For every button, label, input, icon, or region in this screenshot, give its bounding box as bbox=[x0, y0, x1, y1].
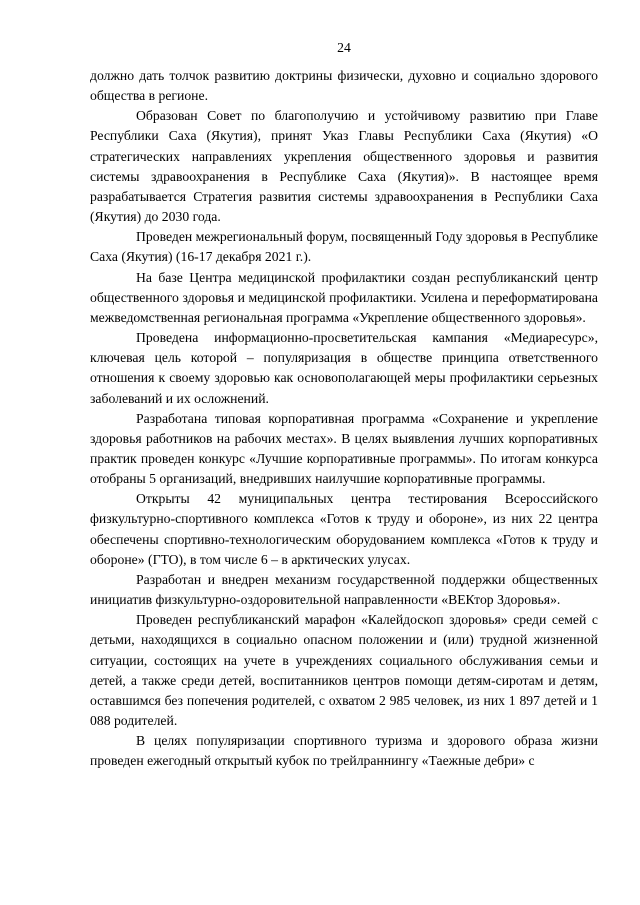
paragraph-prevention-center: На базе Центра медицинской профилактики создан республиканский центр общественного здоровья и медицинской профилактики. Усилена и переформатирована межведомственная региональная программа «Укрепление общественного здоровья». bbox=[90, 269, 598, 325]
paragraph-forum: Проведен межрегиональный форум, посвященный Году здоровья в Республике Саха (Якутия) (16-17 декабря 2021 г.). bbox=[90, 229, 598, 265]
paragraph-gto-centers: Открыты 42 муниципальных центра тестирования Всероссийского физкультурно-спортивного комплекса «Готов к труду и обороне», из них 22 центра обеспечены спортивно-технологическим оборудованием комплекса «Готов к труду и обороне» (ГТО), в том числе 6 – в арктических улусах. bbox=[90, 491, 598, 567]
paragraph-marathon: Проведен республиканский марафон «Калейдоскоп здоровья» среди семей с детьми, находящихся в социально опасном положении и (или) трудной жизненной ситуации, состоящих на учете в учреждениях социального обслуживания семьи и детей, а также среди детей, воспитанников центров помощи детям-сиротам и детям, оставшимся без попечения родителей, с охватом 2 985 человек, из них 1 897 детей и 1 088 родителей. bbox=[90, 612, 598, 728]
paragraph-media-campaign: Проведена информационно-просветительская кампания «Медиаресурс», ключевая цель которой – популяризация в обществе принципа ответственного отношения к своему здоровью как основополагающей меры профилактики серьезных заболеваний и их осложнений. bbox=[90, 330, 598, 406]
paragraph-continuation: должно дать толчок развитию доктрины физически, духовно и социально здорового общества в регионе. bbox=[90, 68, 598, 104]
paragraph-council: Образован Совет по благополучию и устойчивому развитию при Главе Республики Саха (Якутия), принят Указ Главы Республики Саха (Якутия) «О стратегических направлениях укрепления общественного здоровья и развития системы здравоохранения в Республике Саха (Якутия)». В настоящее время разрабатывается Стратегия развития системы здравоохранения в Республики Саха (Якутия) до 2030 года. bbox=[90, 108, 598, 225]
paragraph-corporate-program: Разработана типовая корпоративная программа «Сохранение и укрепление здоровья работников на рабочих местах». В целях выявления лучших корпоративных практик проведен конкурс «Лучшие корпоративные программы». По итогам конкурса отобраны 5 организаций, внедривших наилучшие корпоративные программы. bbox=[90, 410, 598, 487]
page-number: 24 bbox=[337, 40, 351, 55]
paragraph-trail-running: В целях популяризации спортивного туризма и здорового образа жизни проведен ежегодный открытый кубок по трейлраннингу «Таежные дебри» с bbox=[90, 733, 598, 769]
paragraph-vektor-support: Разработан и внедрен механизм государственной поддержки общественных инициатив физкультурно-оздоровительной направленности «ВЕКтор Здоровья». bbox=[90, 571, 598, 608]
